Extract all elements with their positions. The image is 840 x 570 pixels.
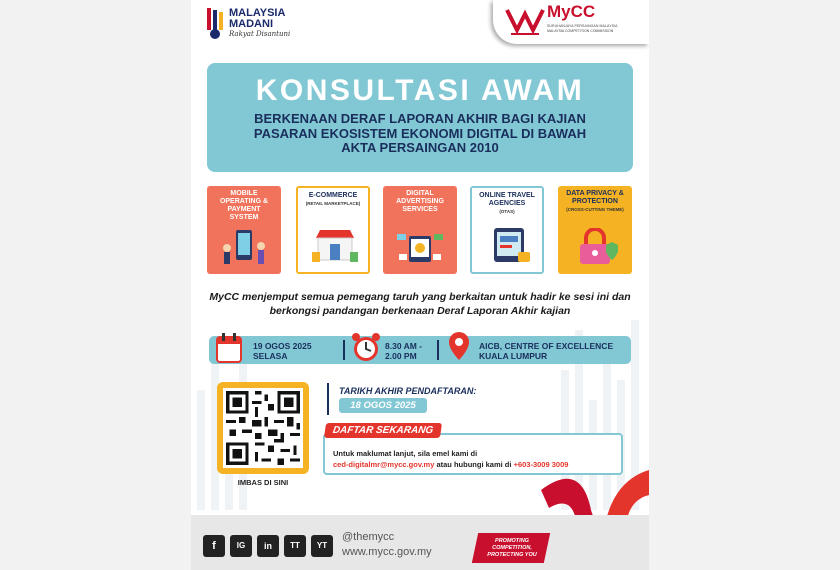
left-background bbox=[0, 0, 191, 570]
mycc-subtitle-2: MALAYSIA COMPETITION COMMISSION bbox=[547, 29, 614, 33]
calendar-icon bbox=[215, 332, 243, 364]
deadline-divider bbox=[327, 383, 329, 415]
madani-line1: MALAYSIA bbox=[229, 7, 286, 19]
event-time bbox=[385, 341, 422, 361]
event-time-line2: 2.00 PM bbox=[385, 351, 417, 361]
card-label-line: PAYMENT bbox=[227, 206, 261, 213]
card-label-line: PROTECTION bbox=[572, 198, 618, 205]
banner-subtitle bbox=[207, 112, 633, 156]
card-label bbox=[383, 190, 457, 214]
card-label-line: SERVICES bbox=[402, 206, 438, 213]
qr-code-frame[interactable] bbox=[217, 382, 309, 474]
card-mobile-payment bbox=[207, 186, 281, 274]
card-label-line: OPERATING & bbox=[219, 198, 269, 205]
event-info-bar bbox=[209, 336, 631, 364]
madani-line2: MADANI bbox=[229, 18, 273, 30]
promo-line3: PROTECTING YOU bbox=[487, 552, 537, 558]
banner-subtitle-line2: PASARAN EKOSISTEM EKONOMI DIGITAL DI BAWAH bbox=[253, 125, 587, 141]
contact-email-link[interactable]: ced-digitalmr@mycc.gov.my bbox=[333, 460, 435, 469]
qr-code[interactable] bbox=[223, 388, 303, 468]
card-label-line: E-COMMERCE bbox=[308, 192, 358, 199]
card-label-line: DATA PRIVACY & bbox=[566, 190, 624, 197]
card-label-line: SYSTEM bbox=[229, 214, 259, 221]
instagram-icon[interactable]: IG bbox=[230, 535, 252, 557]
poster bbox=[191, 0, 649, 570]
banner-title: KONSULTASI AWAM bbox=[255, 74, 585, 107]
invitation-text bbox=[201, 290, 639, 318]
card-label-line: ONLINE TRAVEL bbox=[479, 192, 535, 199]
card-label-line: MOBILE bbox=[230, 190, 258, 197]
promo-line2: COMPETITION, bbox=[492, 545, 532, 551]
advertising-icon bbox=[395, 228, 445, 268]
card-digital-advertising bbox=[383, 186, 457, 274]
alarm-clock-icon bbox=[351, 331, 381, 363]
footer bbox=[191, 515, 649, 570]
madani-emblem-icon bbox=[205, 6, 227, 40]
divider bbox=[343, 340, 345, 360]
website-link[interactable]: www.mycc.gov.my bbox=[342, 546, 432, 558]
divider bbox=[437, 340, 439, 360]
event-date bbox=[253, 341, 312, 361]
madani-logo-text bbox=[229, 8, 285, 30]
register-now-button[interactable]: DAFTAR SEKARANG bbox=[324, 423, 442, 438]
event-date-value: 19 OGOS 2025 bbox=[253, 341, 312, 351]
card-online-travel bbox=[470, 186, 544, 274]
promo-line1: PROMOTING bbox=[495, 538, 529, 544]
card-ecommerce bbox=[296, 186, 370, 274]
card-label-line: AGENCIES bbox=[488, 200, 526, 207]
invite-line2: berkongsi pandangan berkenaan Deraf Laporan Akhir kajian bbox=[269, 305, 571, 317]
malaysia-madani-logo bbox=[205, 6, 305, 42]
card-label-line: DIGITAL bbox=[406, 190, 434, 197]
card-note: (CROSS-CUTTING THEME) bbox=[566, 207, 624, 212]
linkedin-icon[interactable]: in bbox=[257, 535, 279, 557]
facebook-icon[interactable]: f bbox=[203, 535, 225, 557]
event-venue bbox=[479, 341, 613, 361]
travel-booking-icon bbox=[484, 226, 534, 266]
qr-scan-label: IMBAS DI SINI bbox=[237, 478, 289, 487]
contact-phone-link[interactable]: +603-3009 3009 bbox=[513, 460, 569, 469]
banner-subtitle-line1: BERKENAAN DERAF LAPORAN AKHIR BAGI KAJIAN bbox=[254, 111, 586, 126]
mycc-logo bbox=[493, 0, 649, 44]
event-venue-line2: KUALA LUMPUR bbox=[479, 351, 548, 361]
phone-payment-icon bbox=[219, 228, 269, 268]
banner-subtitle-line3: AKTA PERSAINGAN 2010 bbox=[341, 140, 499, 155]
card-note: (OTAS) bbox=[499, 209, 515, 214]
deadline-date: 18 OGOS 2025 bbox=[339, 398, 427, 413]
mycc-emblem-icon bbox=[505, 4, 545, 40]
card-label bbox=[472, 192, 542, 216]
deadline-label: TARIKH AKHIR PENDAFTARAN: bbox=[339, 386, 477, 396]
event-venue-line1: AICB, CENTRE OF EXCELLENCE bbox=[479, 341, 614, 351]
card-note: (RETAIL MARKETPLACE) bbox=[305, 201, 361, 206]
tiktok-icon[interactable]: TT bbox=[284, 535, 306, 557]
invite-line1: MyCC menjemput semua pemegang taruh yang berkaitan untuk hadir ke sesi ini dan bbox=[209, 291, 631, 303]
location-pin-icon bbox=[447, 330, 471, 362]
storefront-icon bbox=[310, 226, 360, 266]
contact-mid-text: atau hubungi kami di bbox=[436, 460, 512, 469]
madani-tagline: Rakyat Disantuni bbox=[229, 30, 291, 38]
card-label bbox=[298, 192, 368, 208]
card-label bbox=[558, 190, 632, 214]
youtube-icon[interactable]: YT bbox=[311, 535, 333, 557]
card-data-privacy bbox=[558, 186, 632, 274]
card-label bbox=[207, 190, 281, 222]
title-banner bbox=[207, 63, 633, 172]
social-handle[interactable]: @themycc bbox=[342, 531, 395, 543]
right-background bbox=[649, 0, 840, 570]
contact-line1: Untuk maklumat lanjut, sila emel kami di bbox=[333, 449, 478, 458]
event-day: SELASA bbox=[253, 351, 288, 361]
mycc-subtitle-1: SURUHANJAYA PERSAINGAN MALAYSIA bbox=[547, 24, 618, 28]
privacy-lock-icon bbox=[570, 228, 620, 268]
card-label-line: ADVERTISING bbox=[396, 198, 444, 205]
promo-text bbox=[477, 538, 547, 559]
event-time-line1: 8.30 AM - bbox=[385, 341, 423, 351]
mycc-name: MyCC bbox=[547, 2, 596, 21]
